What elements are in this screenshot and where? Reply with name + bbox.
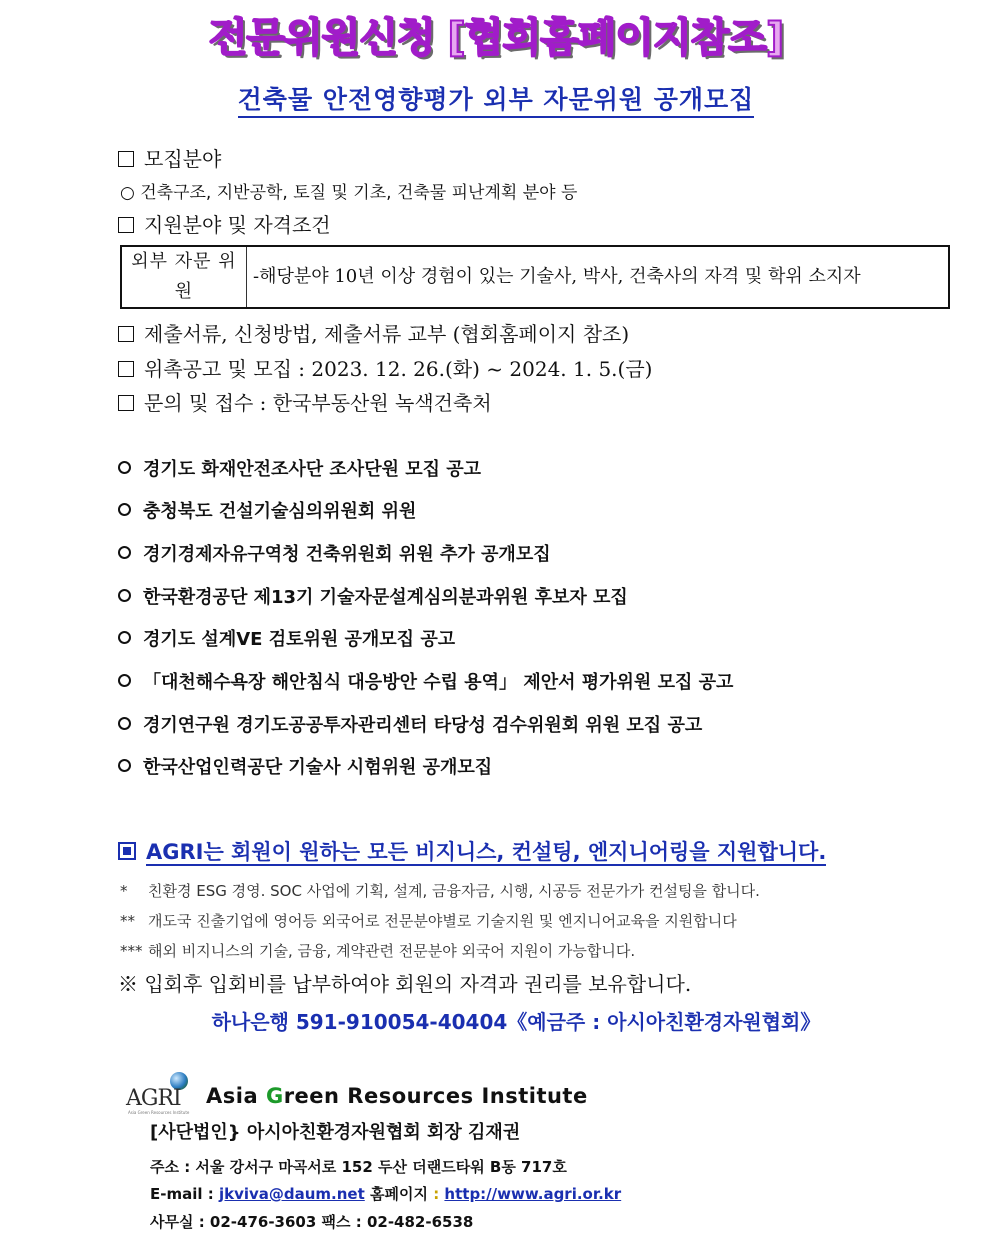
- checkbox-square-icon: [118, 151, 134, 167]
- homepage-link[interactable]: http://www.agri.or.kr: [444, 1185, 622, 1203]
- checkbox-square-icon: [118, 395, 134, 411]
- qualification-value: -해당분야 10년 이상 경험이 있는 기술사, 박사, 건축사의 자격 및 학위 소지자: [247, 246, 950, 308]
- agri-logo: [126, 1072, 190, 1116]
- homepage-colon: :: [433, 1185, 445, 1203]
- qualification-key: 외부 자문 위원: [121, 246, 247, 308]
- support-title-text: 지원분야 및 자격조건: [144, 213, 331, 237]
- checkbox-square-icon: [118, 326, 134, 342]
- logo-subtitle: Asia Green Resources Institute: [128, 1110, 190, 1115]
- notice-text: 경기도 설계VE 검토위원 공개모집 공고: [143, 629, 456, 650]
- checkbox-square-icon: [118, 217, 134, 233]
- circle-bullet-icon: [118, 461, 131, 474]
- homepage-label: 홈페이지: [364, 1185, 434, 1203]
- notice-item[interactable]: [118, 668, 733, 694]
- note-text: 개도국 진출기업에 영어등 외국어로 전문분야별로 기술지원 및 엔지니어교육을 지원합니다: [148, 912, 737, 930]
- address: 주소 : 서울 강서구 마곡서로 152 두산 더랜드타워 B동 717호: [150, 1158, 567, 1176]
- submission-line: [118, 318, 629, 347]
- org-en-part: reen Resources Institute: [283, 1084, 588, 1108]
- org-en-green-letter: G: [265, 1084, 284, 1108]
- email-homepage-line: [150, 1183, 621, 1204]
- circle-bullet-icon: [118, 717, 131, 730]
- notice-text: 한국산업인력공단 기술사 시험위원 공개모집: [143, 757, 493, 778]
- circle-bullet-icon: [118, 631, 131, 644]
- page-heading-text: 건축물 안전영향평가 외부 자문위원 공개모집: [238, 85, 755, 118]
- filled-square-icon: [118, 842, 136, 860]
- recruit-field-title: [118, 143, 221, 172]
- agri-headline-text: AGRI는 회원이 원하는 모든 비지니스, 컨설팅, 엔지니어링을 지원합니다.: [146, 840, 827, 864]
- org-name-en: [206, 1084, 588, 1108]
- contact-line: [118, 387, 492, 416]
- circle-bullet-icon: [118, 589, 131, 602]
- circle-bullet-icon: [118, 759, 131, 772]
- org-en-part: Asia: [206, 1084, 266, 1108]
- bank-account: 하나은행 591-910054-40404《예금주 : 아시아친환경자원협회》: [211, 1010, 821, 1034]
- notice-item[interactable]: [118, 753, 492, 779]
- period-line: [118, 353, 652, 382]
- contact-text: 문의 및 접수 : 한국부동산원 녹색건축처: [144, 391, 492, 415]
- email-link[interactable]: jkviva@daum.net: [218, 1185, 365, 1203]
- agri-note: [120, 910, 737, 931]
- checkbox-square-icon: [118, 361, 134, 377]
- support-title: [118, 209, 331, 238]
- note-mark: **: [120, 912, 135, 930]
- notice-text: 경기연구원 경기도공공투자관리센터 타당성 검수위원회 위원 모집 공고: [143, 715, 703, 736]
- logo-wordmark: AGRI: [126, 1086, 181, 1111]
- agri-note: [120, 880, 760, 901]
- notice-item[interactable]: [118, 540, 551, 566]
- qualification-table: [120, 245, 950, 309]
- circle-bullet-icon: [118, 674, 131, 687]
- notice-text: 경기도 화재안전조사단 조사단원 모집 공고: [143, 459, 482, 480]
- notice-item[interactable]: [118, 497, 416, 523]
- agri-note: [120, 940, 635, 961]
- agri-headline: [118, 836, 826, 866]
- submission-text: 제출서류, 신청방법, 제출서류 교부 (협회홈페이지 참조): [144, 322, 630, 346]
- page-heading: [0, 80, 992, 116]
- notice-item[interactable]: [118, 455, 481, 481]
- org-name-ko: [사단법인} 아시아친환경자원협회 회장 김재권: [150, 1122, 521, 1143]
- circle-bullet-icon: [118, 546, 131, 559]
- note-mark: ***: [120, 942, 143, 960]
- notice-text: 한국환경공단 제13기 기술자문설계심의분과위원 후보자 모집: [143, 587, 628, 608]
- notice-text: 충청북도 건설기술심의위원회 위원: [143, 501, 417, 522]
- circle-bullet-icon: [118, 503, 131, 516]
- notice-text: 경기경제자유구역청 건축위원회 위원 추가 공개모집: [143, 544, 551, 565]
- note-text: 해외 비지니스의 기술, 금융, 계약관련 전문분야 외국어 지원이 가능합니다.: [148, 942, 636, 960]
- notice-item[interactable]: [118, 711, 702, 737]
- note-mark: *: [120, 882, 128, 900]
- email-label: E-mail :: [150, 1185, 219, 1203]
- notice-text: 「대천해수욕장 해안침식 대응방안 수립 용역」 제안서 평가위원 모집 공고: [143, 672, 734, 693]
- banner-title: 전문위원신청 [협회홈페이지참조]: [208, 15, 784, 61]
- recruit-field-detail: ○ 건축구조, 지반공학, 토질 및 기초, 건축물 피난계획 분야 등: [120, 183, 578, 203]
- phone-fax: 사무실 : 02-476-3603 팩스 : 02-482-6538: [150, 1213, 474, 1231]
- membership-note: ※ 입회후 입회비를 납부하여야 회원의 자격과 권리를 보유합니다.: [118, 972, 692, 996]
- notice-item[interactable]: [118, 583, 628, 609]
- period-text: 위촉공고 및 모집 : 2023. 12. 26.(화) ~ 2024. 1. 5.(금): [144, 357, 653, 381]
- note-text: 친환경 ESG 경영. SOC 사업에 기획, 설계, 금융자금, 시행, 시공등 전문가가 컨설팅을 합니다.: [148, 882, 760, 900]
- recruit-field-title-text: 모집분야: [144, 147, 222, 171]
- notice-item[interactable]: [118, 625, 455, 651]
